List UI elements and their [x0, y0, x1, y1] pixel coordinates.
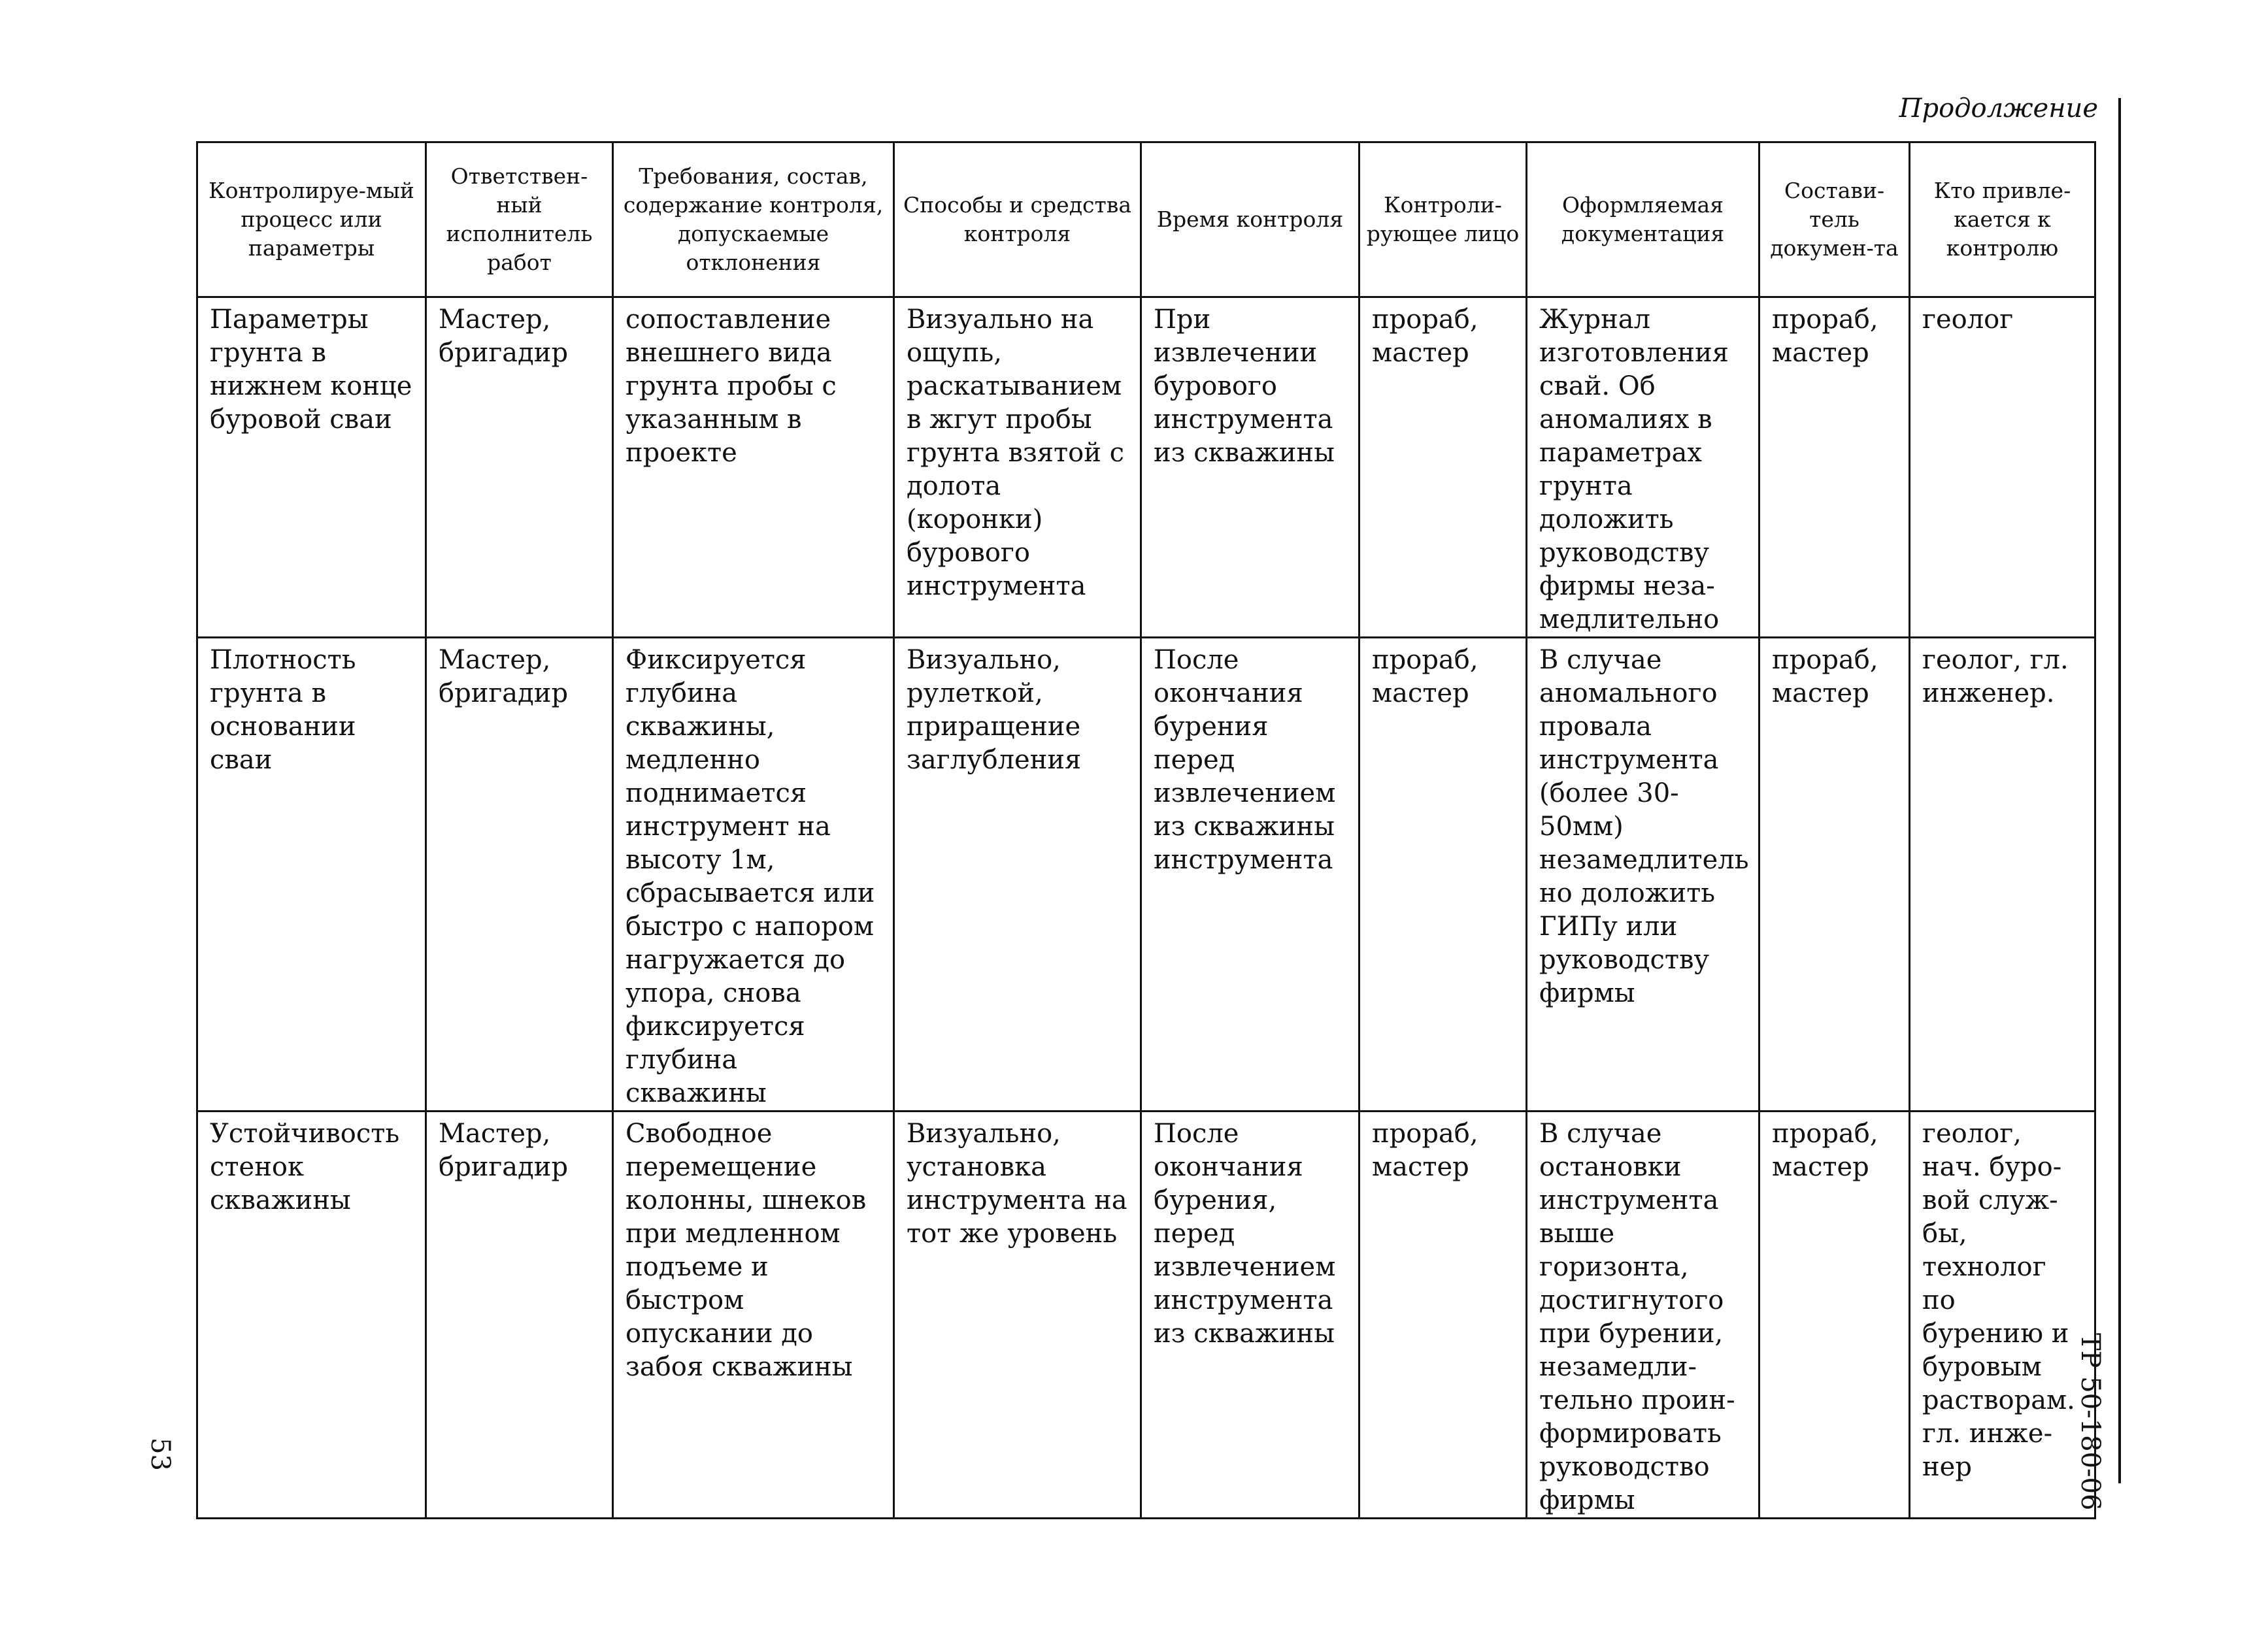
- table-row: [197, 1112, 2095, 1519]
- table-cell: прораб, мастер: [1359, 638, 1527, 1112]
- table-cell: Свободное перемещение колонны, шнеков при медленном подъеме и быстром опускании до забоя скважины: [613, 1112, 894, 1519]
- column-header: Состави-тель докумен-та: [1759, 142, 1910, 297]
- column-header: Время контроля: [1141, 142, 1359, 297]
- table-cell: Визуально, рулеткой, приращение заглубления: [894, 638, 1141, 1112]
- table-cell: прораб, мастер: [1359, 297, 1527, 638]
- table-cell: Плотность грунта в основании сваи: [197, 638, 426, 1112]
- table-cell: геолог, гл. инженер.: [1910, 638, 2095, 1112]
- table-cell: Мастер, бригадир: [426, 297, 613, 638]
- column-header: Ответствен-ный исполнитель работ: [426, 142, 613, 297]
- table-cell: Мастер, бригадир: [426, 638, 613, 1112]
- document-code: ТР 50-180-06: [2075, 1333, 2105, 1511]
- page-number: 53: [145, 1438, 175, 1471]
- table-row: [197, 638, 2095, 1112]
- table-cell: Мастер, бригадир: [426, 1112, 613, 1519]
- table-cell: Параметры грунта в нижнем конце буровой сваи: [197, 297, 426, 638]
- column-header: Требования, состав, содержание контроля, допускаемые отклонения: [613, 142, 894, 297]
- table-cell: прораб, мастер: [1759, 297, 1910, 638]
- right-margin-rule: [2118, 98, 2121, 1483]
- table-cell: Устойчивость стенок скважины: [197, 1112, 426, 1519]
- table-cell: В случае остановки инструмента выше горизонта, достигнутого при бурении, незамедли-тельно проин-формировать руководство фирмы: [1527, 1112, 1759, 1519]
- table-cell: прораб, мастер: [1759, 1112, 1910, 1519]
- control-table: [196, 141, 2096, 1519]
- table-cell: прораб, мастер: [1759, 638, 1910, 1112]
- table-cell: Визуально на ощупь, раскатыванием в жгут пробы грунта взятой с долота (коронки) бурового инструмента: [894, 297, 1141, 638]
- column-header: Оформляемая документация: [1527, 142, 1759, 297]
- table-cell: геолог: [1910, 297, 2095, 638]
- column-header: Способы и средства контроля: [894, 142, 1141, 297]
- table-cell: Визуально, установка инструмента на тот же уровень: [894, 1112, 1141, 1519]
- table-cell: сопоставление внешнего вида грунта пробы с указанным в проекте: [613, 297, 894, 638]
- column-header: Контролируе-мый процесс или параметры: [197, 142, 426, 297]
- header-row: [197, 142, 2095, 297]
- table-cell: В случае аномального провала инструмента (более 30-50мм) незамедлитель но доложить ГИПу или руководству фирмы: [1527, 638, 1759, 1112]
- column-header: Контроли-рующее лицо: [1359, 142, 1527, 297]
- table-cell: геолог, нач. буро-вой служ-бы, технолог по бурению и буровым растворам. гл. инже-нер: [1910, 1112, 2095, 1519]
- column-header: Кто привле-кается к контролю: [1910, 142, 2095, 297]
- table-cell: прораб, мастер: [1359, 1112, 1527, 1519]
- table-cell: После окончания бурения перед извлечением из скважины инструмента: [1141, 638, 1359, 1112]
- table-cell: После окончания бурения, перед извлечением инструмента из скважины: [1141, 1112, 1359, 1519]
- table-cell: Фиксируется глубина скважины, медленно поднимается инструмент на высоту 1м, сбрасывается или быстро с напором нагружается до упора, снова фиксируется глубина скважины: [613, 638, 894, 1112]
- table-row: [197, 297, 2095, 638]
- table-cell: Журнал изготовления свай. Об аномалиях в параметрах грунта доложить руководству фирмы неза-медлительно: [1527, 297, 1759, 638]
- table-cell: При извлечении бурового инструмента из скважины: [1141, 297, 1359, 638]
- continuation-label: Продолжение: [1899, 93, 2098, 124]
